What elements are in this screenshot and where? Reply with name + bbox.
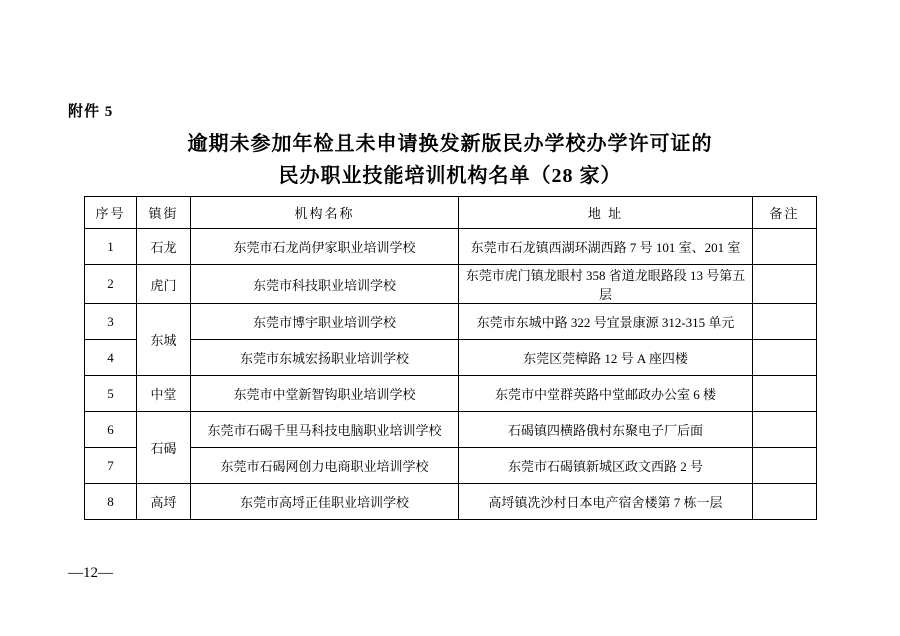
cell-town: 虎门 <box>137 265 191 304</box>
attachment-label: 附件 5 <box>68 104 114 120</box>
cell-town: 中堂 <box>137 376 191 412</box>
column-header-town: 镇街 <box>137 197 191 229</box>
column-header-address: 地 址 <box>459 197 753 229</box>
page-number: —12— <box>68 565 113 581</box>
table-row <box>85 340 817 376</box>
table-row <box>85 484 817 520</box>
cell-institution-name: 东莞市博宇职业培训学校 <box>191 304 459 340</box>
cell-address: 东莞市东城中路 322 号宜景康源 312-315 单元 <box>459 304 753 340</box>
cell-address: 东莞市虎门镇龙眼村 358 省道龙眼路段 13 号第五层 <box>459 265 753 304</box>
table-body <box>85 229 817 520</box>
table-header <box>85 197 817 229</box>
cell-seq: 3 <box>85 304 137 340</box>
cell-address: 高埒镇冼沙村日本电产宿舍楼第 7 栋一层 <box>459 484 753 520</box>
table-row <box>85 376 817 412</box>
cell-address: 石碣镇四横路俄村东聚电子厂后面 <box>459 412 753 448</box>
cell-institution-name: 东莞市东城宏扬职业培训学校 <box>191 340 459 376</box>
cell-town: 石龙 <box>137 229 191 265</box>
column-header-note: 备注 <box>753 197 817 229</box>
table-row <box>85 265 817 304</box>
cell-institution-name: 东莞市科技职业培训学校 <box>191 265 459 304</box>
cell-seq: 8 <box>85 484 137 520</box>
cell-note <box>753 376 817 412</box>
page-title-line-1: 逾期未参加年检且未申请换发新版民办学校办学许可证的 <box>187 133 713 155</box>
cell-seq: 5 <box>85 376 137 412</box>
cell-institution-name: 东莞市高埒正佳职业培训学校 <box>191 484 459 520</box>
institution-table <box>84 196 817 520</box>
table-row <box>85 304 817 340</box>
cell-institution-name: 东莞市石龙尚伊家职业培训学校 <box>191 229 459 265</box>
cell-address: 东莞市石龙镇西湖环湖西路 7 号 101 室、201 室 <box>459 229 753 265</box>
cell-note <box>753 484 817 520</box>
cell-note <box>753 304 817 340</box>
cell-note <box>753 340 817 376</box>
cell-note <box>753 448 817 484</box>
page-title <box>0 128 900 192</box>
cell-town: 高埒 <box>137 484 191 520</box>
cell-institution-name: 东莞市中堂新智钩职业培训学校 <box>191 376 459 412</box>
cell-seq: 1 <box>85 229 137 265</box>
page-title-line-2: 民办职业技能培训机构名单（28 家） <box>278 165 622 187</box>
cell-note <box>753 412 817 448</box>
cell-address: 东莞市石碣镇新城区政文西路 2 号 <box>459 448 753 484</box>
cell-town: 东城 <box>137 304 191 376</box>
table-header-row <box>85 197 817 229</box>
cell-institution-name: 东莞市石碣千里马科技电脑职业培训学校 <box>191 412 459 448</box>
column-header-seq: 序号 <box>85 197 137 229</box>
column-header-name: 机构名称 <box>191 197 459 229</box>
cell-note <box>753 229 817 265</box>
cell-seq: 7 <box>85 448 137 484</box>
table-row <box>85 448 817 484</box>
cell-seq: 6 <box>85 412 137 448</box>
cell-note <box>753 265 817 304</box>
cell-address: 东莞市中堂群英路中堂邮政办公室 6 楼 <box>459 376 753 412</box>
cell-seq: 2 <box>85 265 137 304</box>
table-row <box>85 412 817 448</box>
cell-institution-name: 东莞市石碣网创力电商职业培训学校 <box>191 448 459 484</box>
table-row <box>85 229 817 265</box>
cell-address: 东莞区莞樟路 12 号 A 座四楼 <box>459 340 753 376</box>
cell-seq: 4 <box>85 340 137 376</box>
cell-town: 石碣 <box>137 412 191 484</box>
